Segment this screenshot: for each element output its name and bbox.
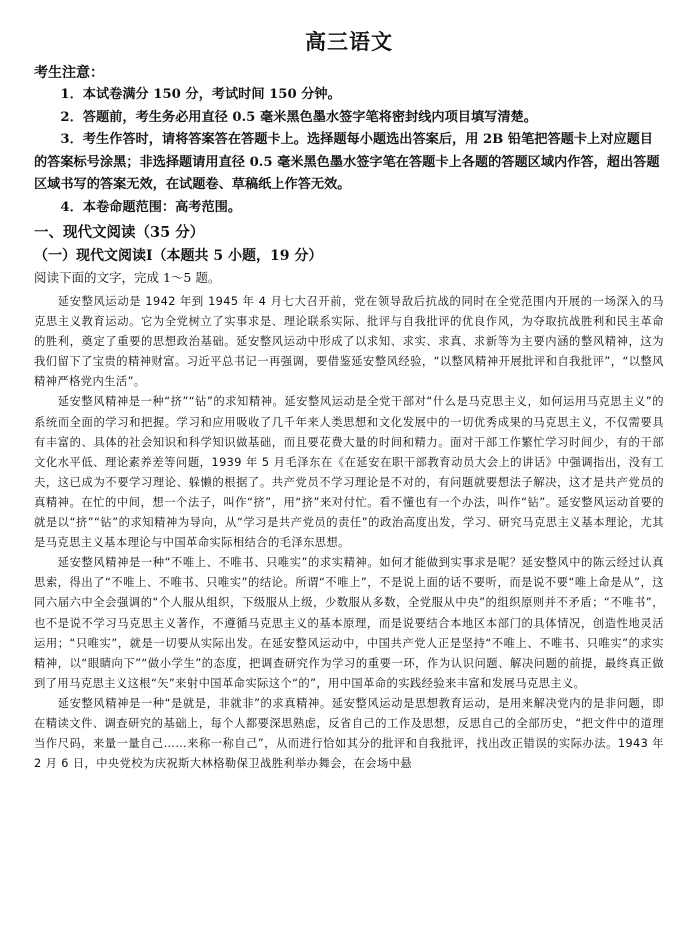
notice-item: 4．本卷命题范围：高考范围。 bbox=[60, 199, 242, 215]
reading-passage bbox=[34, 292, 664, 774]
subsection-heading: （一）现代文阅读Ⅰ（本题共 5 小题，19 分） bbox=[34, 248, 323, 264]
passage-paragraph: 延安整风精神是一种“不唯上、不唯书、只唯实”的求实精神。如何才能做到实事求是呢？延安整风中的陈云经过认真思索，得出了“不唯上、不唯书、只唯实”的结论。所谓“不唯上”，不是说上面的话不要听，而是说不要“唯上命是从”，这同六届六中全会强调的“个人服从组织，下级服从上级，少数服从多数，全党服从中央”的组织原则并不矛盾；“不唯书”，也不是说不学习马克思主义著作，不遵循马克思主义的基本原理，而是说要结合本地区本部门的具体情况，创造性地灵活运用；“只唯实”，就是一切要从实际出发。在延安整风运动中，中国共产党人正是坚持“不唯上、不唯书、只唯实”的求实精神，以“眼睛向下”“做小学生”的态度，把调查研究作为学习的重要一环，作为认识问题、解决问题的前提，最终真正做到了用马克思主义这根“矢”来射中国革命实际这个“的”，用中国革命的实践经验来丰富和发展马克思主义。 bbox=[34, 556, 664, 690]
notice-block bbox=[34, 62, 664, 219]
notice-item: 2．答题前，考生务必用直径 0.5 毫米黑色墨水签字笔将密封线内项目填写清楚。 bbox=[60, 109, 537, 125]
passage-paragraph: 延安整风精神是一种“挤”“钻”的求知精神。延安整风运动是全党干部对“什么是马克思主义，如何运用马克思主义”的系统而全面的学习和把握。学习和应用吸收了几千年来人类思想和文化发展中的一切优秀成果的马克思主义，不仅需要具有丰富的、具体的社会知识和科学知识做基础，而且要花费大量的时间和精力。面对干部工作繁忙学习时间少，有的干部文化水平低、理论素养差等问题，1939 年 5 月毛泽东在《在延安在职干部教育动员大会上的讲话》中强调指出，没有工夫，这已成为不要学习理论、躲懒的根据了。共产党员不学习理论是不对的，有问题就要想法子解决，这才是共产党员的真精神。在忙的中间，想一个法子，叫作“挤”，用“挤”来对付忙。看不懂也有一个办法，叫作“钻”。延安整风运动首要的就是以“挤”“钻”的求知精神为导向，从“学习是共产党员的责任”的政治高度出发，学习、研究马克思主义基本理论，尤其是马克思主义基本理论与中国革命实际相结合的毛泽东思想。 bbox=[34, 395, 664, 550]
notice-heading: 考生注意： bbox=[34, 65, 104, 81]
section-heading: 一、现代文阅读（35 分） bbox=[34, 224, 205, 241]
notice-item: 3．考生作答时，请将答案答在答题卡上。选择题每小题选出答案后，用 2B 铅笔把答题卡上对应题目的答案标号涂黑；非选择题请用直径 0.5 毫米黑色墨水签字笔在答题卡上各题的答题区域内作答，超出答题区域书写的答案无效，在试题卷、草稿纸上作答无效。 bbox=[34, 132, 660, 192]
passage-paragraph: 延安整风运动是 1942 年到 1945 年 4 月七大召开前，党在领导敌后抗战的同时在全党范围内开展的一场深入的马克思主义教育运动。它为全党树立了实事求是、理论联系实际、批评与自我批评的优良作风，为夺取抗战胜利和民主革命的胜利，奠定了重要的思想政治基础。延安整风运动中形成了以求知、求实、求真、求新等为主要内涵的整风精神，这为我们留下了宝贵的精神财富。习近平总书记一再强调，要借鉴延安整风经验，“以整风精神开展批评和自我批评”，“以整风精神严格党内生活”。 bbox=[34, 295, 664, 389]
notice-item: 1．本试卷满分 150 分，考试时间 150 分钟。 bbox=[60, 87, 341, 102]
reading-instruction: 阅读下面的文字，完成 1～5 题。 bbox=[34, 270, 221, 285]
passage-paragraph: 延安整风精神是一种“是就是，非就非”的求真精神。延安整风运动是思想教育运动，是用来解决党内的是非问题，即在精读文件、调查研究的基础上，每个人都要深思熟虑，反省自己的工作及思想，反思自己的全部历史，“把文件中的道理当作尺码，来量一量自己……来称一称自己”，从而进行恰如其分的批评和自我批评，找出改正错误的实际办法。1943 年 2 月 6 日，中央党校为庆祝斯大林格勒保卫战胜利举办舞会，在会场中悬 bbox=[34, 696, 664, 771]
page-title: 高三语文 bbox=[305, 29, 393, 54]
